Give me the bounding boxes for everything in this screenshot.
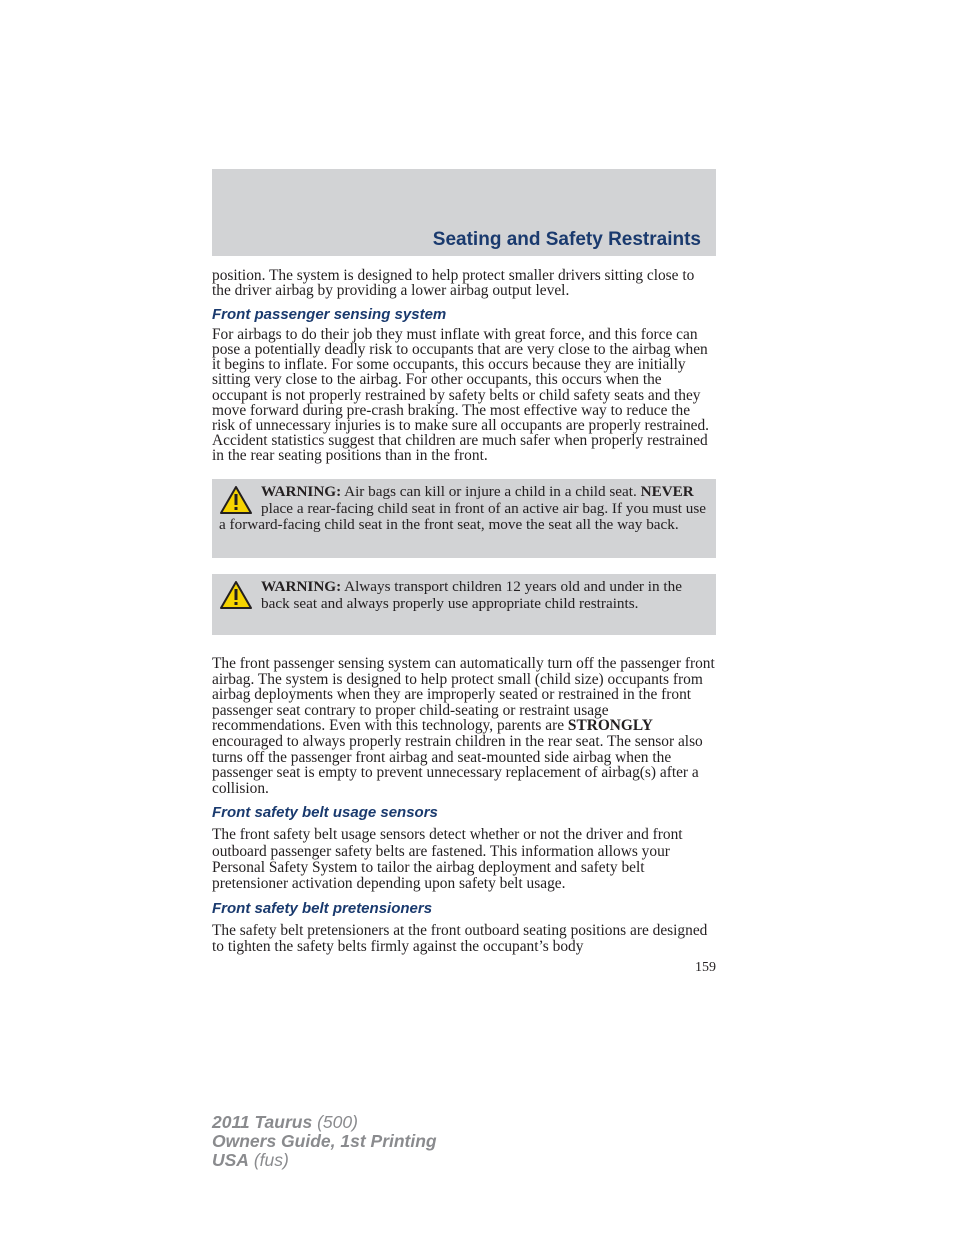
warning-triangle-icon	[219, 580, 253, 610]
section-header-band	[212, 169, 716, 256]
page-content	[212, 268, 716, 955]
footer-market: USA	[212, 1150, 249, 1170]
intro-paragraph: position. The system is designed to help protect smaller drivers sitting close to the driver airbag by providing a lower airbag output level.	[212, 267, 695, 300]
paragraph-emphasis: STRONGLY	[567, 717, 653, 735]
warning-box-children-back-seat	[212, 574, 716, 635]
page-number: 159	[695, 960, 716, 975]
heading-belt-pretensioners: Front safety belt pretensioners	[212, 900, 433, 918]
footer-line-model	[212, 1113, 437, 1132]
footer-model: 2011 Taurus	[212, 1112, 313, 1132]
heading-front-passenger-sensing: Front passenger sensing system	[212, 306, 447, 324]
sensing-system-paragraph	[212, 656, 716, 796]
warning-text: Air bags can kill or injure a child in a child seat.	[341, 483, 641, 501]
warning-box-child-seat	[212, 479, 716, 558]
warning-label: WARNING:	[261, 483, 342, 501]
belt-sensors-paragraph: The front safety belt usage sensors detect whether or not the driver and front outboard passenger safety belts are fastened. This information allows your Personal Safety System to tailor the airbag deployment and safety belt pretensioner activation depending upon safety belt usage.	[212, 826, 683, 892]
footer-model-code: (500)	[312, 1112, 358, 1132]
footer-market-code: (fus)	[248, 1150, 289, 1170]
pretensioners-paragraph: The safety belt pretensioners at the front outboard seating positions are designed to tighten the safety belts firmly against the occupant’s body	[212, 922, 708, 956]
footer-line-guide	[212, 1132, 437, 1151]
warning-text: place a rear-facing child seat in front of an active air bag. If you must use a forward-facing child seat in the front seat, move the seat all the way back.	[219, 499, 707, 534]
warning-text: Always transport children 12 years old and under in the back seat and always properly use appropriate child restraints.	[261, 578, 682, 612]
paragraph-text: encouraged to always properly restrain children in the rear seat. The sensor also turns off the passenger front airbag and seat-mounted side airbag when the passenger seat is empty to prevent unnecessary replacement of airbag(s) after a collision.	[212, 733, 703, 797]
heading-belt-usage-sensors: Front safety belt usage sensors	[212, 804, 438, 822]
warning-triangle-icon	[219, 485, 253, 515]
document-footer	[212, 1113, 437, 1170]
warning-emphasis: NEVER	[640, 483, 694, 501]
warning-label: WARNING:	[261, 578, 342, 596]
paragraph-text: The front passenger sensing system can automatically turn off the passenger front airbag. The system is designed to help protect small (child size) occupants from airbag deployments when they are improperly seated or restrained in the front passenger seat contrary to proper child-seating or restraint usage recommendations. Even with this technology, parents are	[212, 655, 715, 735]
footer-line-market	[212, 1151, 437, 1170]
sensing-paragraph: For airbags to do their job they must inflate with great force, and this force can pose a potentially deadly risk to occupants that are very close to the airbag when it begins to inflate. For some occupants, this occurs because they are initially sitting very close to the airbag. For other occupants, this occurs when the occupant is not properly restrained by safety belts or child safety seats and they move forward during pre-crash braking. The most effective way to reduce the risk of unnecessary injuries is to make sure all occupants are properly restrained. Accident statistics suggest that children are much safer when properly restrained in the rear seating positions than in the front.	[212, 326, 710, 464]
footer-guide: Owners Guide, 1st Printing	[212, 1131, 437, 1151]
section-title: Seating and Safety Restraints	[432, 229, 701, 250]
